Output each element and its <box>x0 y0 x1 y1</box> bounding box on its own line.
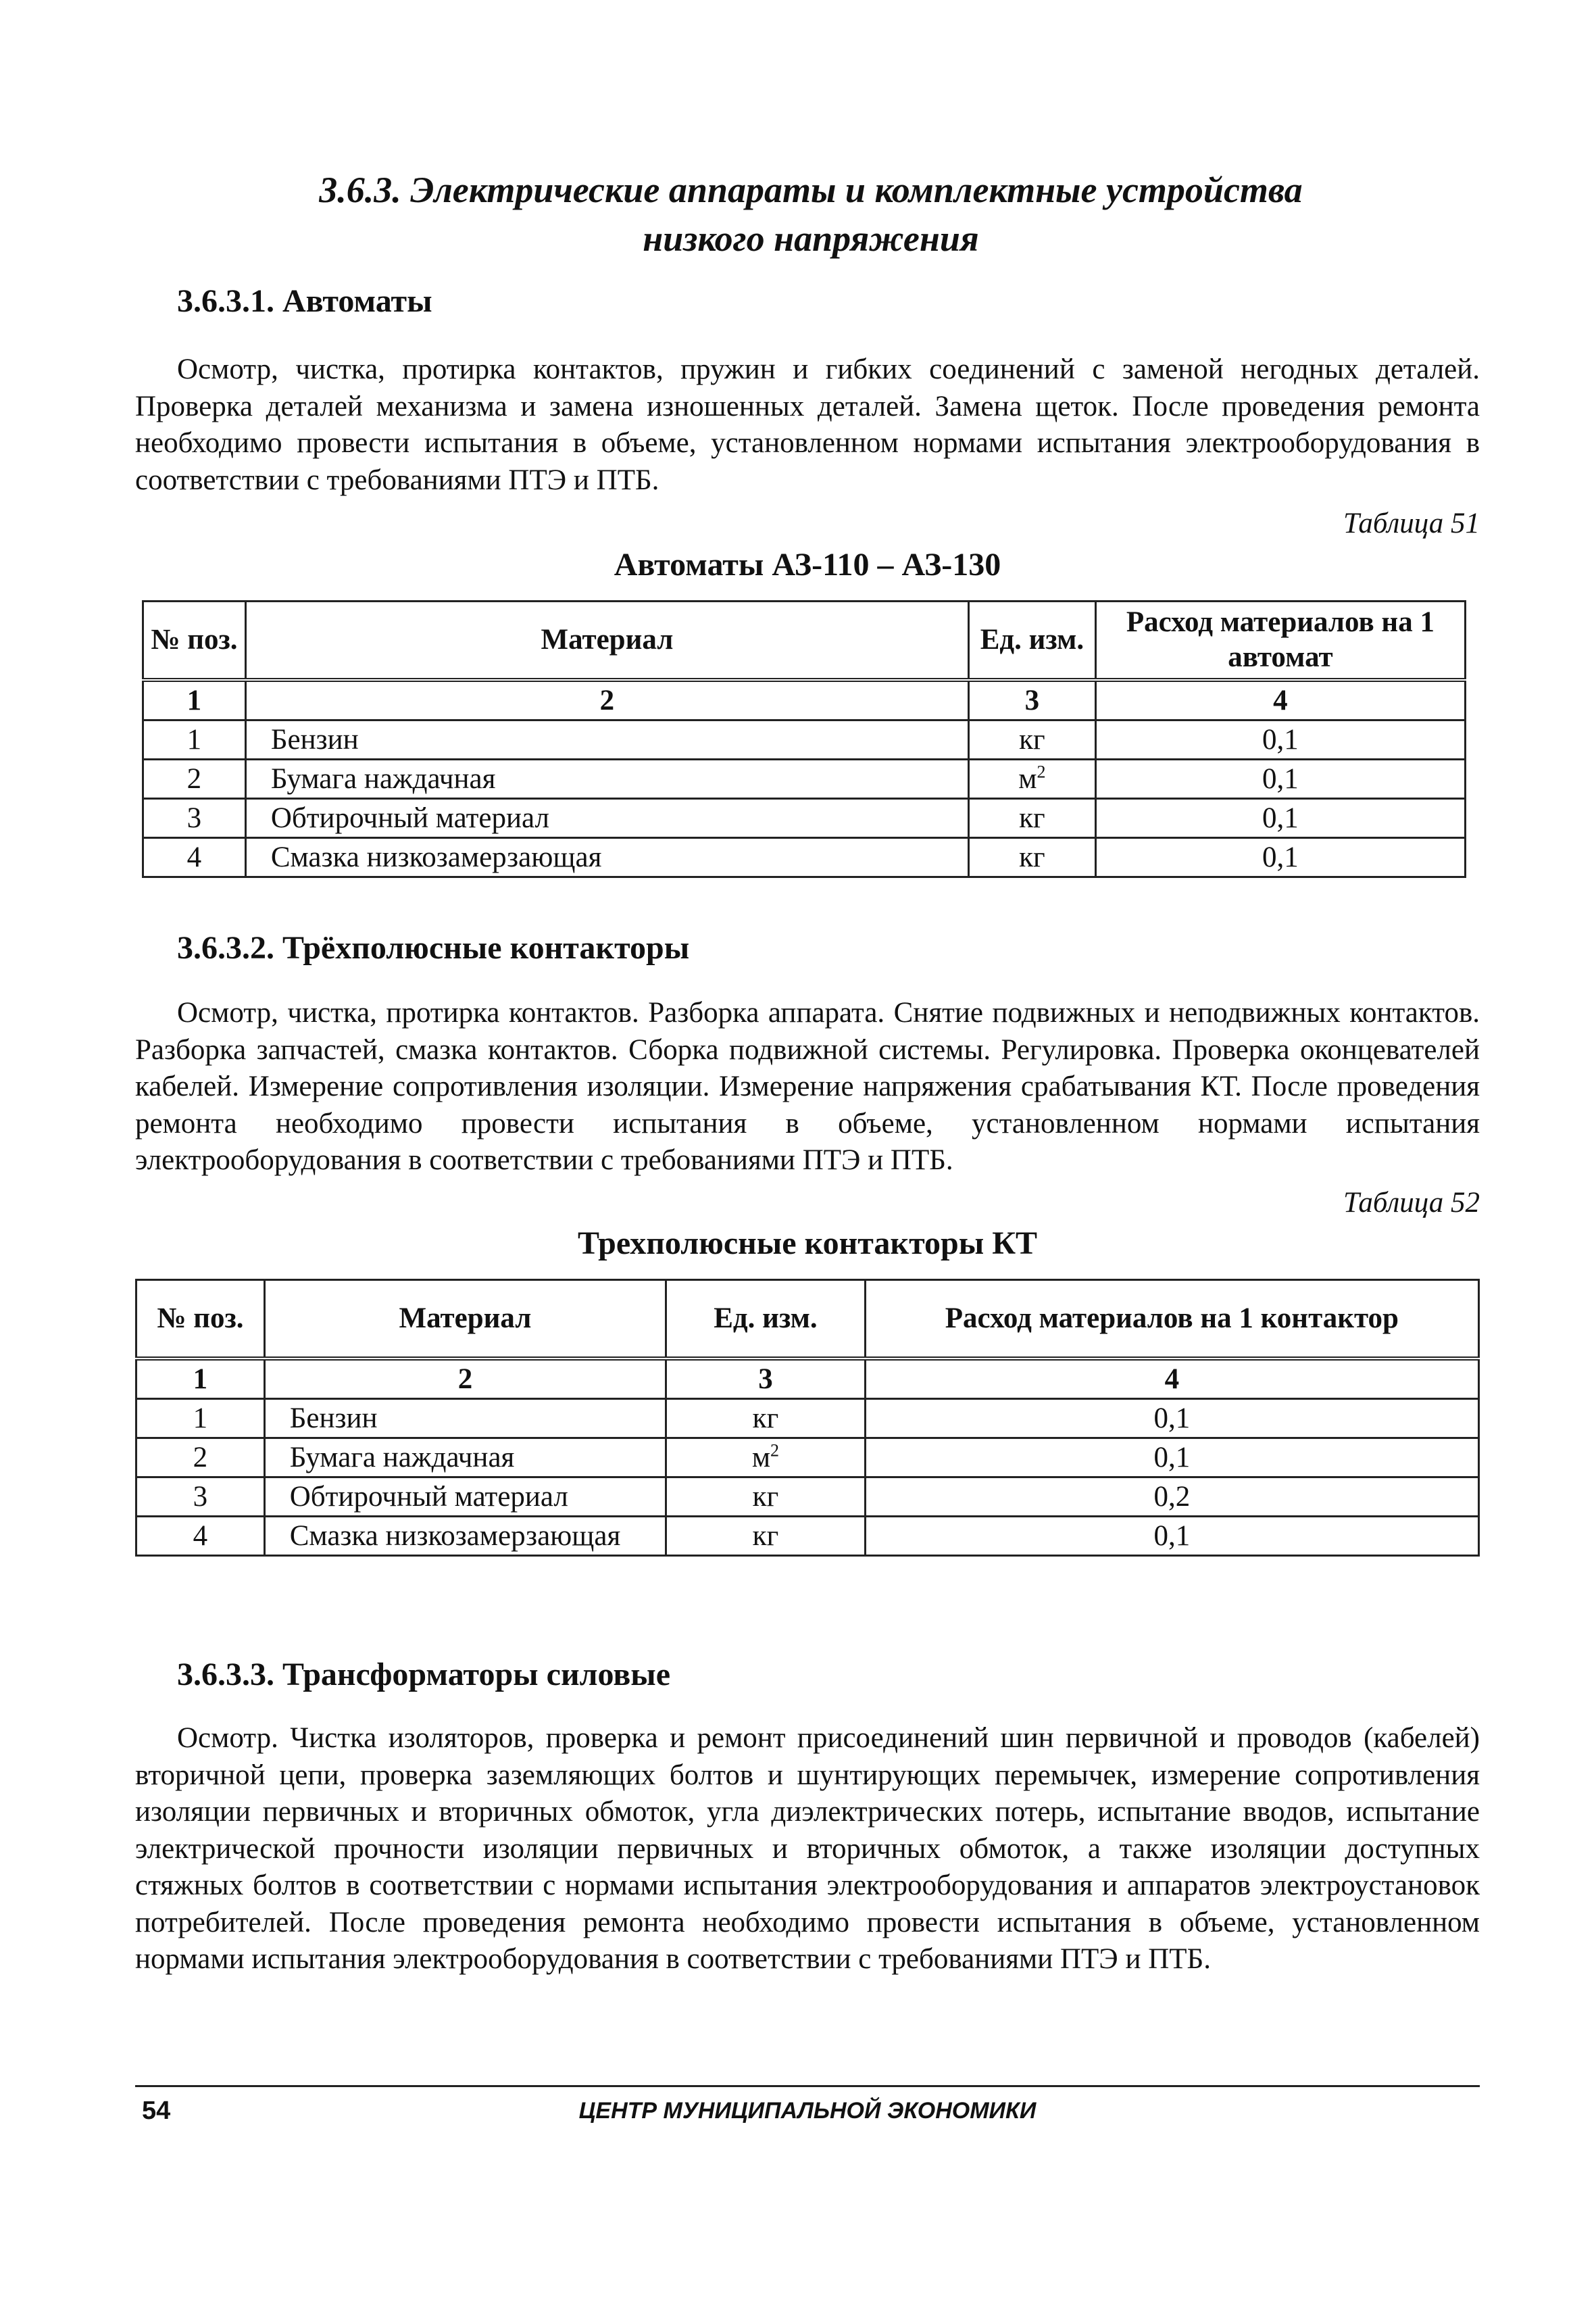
paragraph-transformers <box>135 1720 1480 1978</box>
cell-qty: 0,1 <box>865 1438 1478 1477</box>
header-material: Материал <box>264 1280 666 1359</box>
header-pos: № поз. <box>136 1280 265 1359</box>
section-heading-line1: 3.6.3. Электрические аппараты и комплектные устройства <box>319 170 1303 210</box>
cell-qty: 0,1 <box>1095 799 1465 838</box>
table-row <box>136 1438 1479 1477</box>
cell-qty: 0,1 <box>865 1399 1478 1438</box>
subsection-title-transformers: 3.6.3.3. Трансформаторы силовые <box>177 1657 671 1692</box>
table-row <box>136 1477 1479 1517</box>
table-row <box>143 760 1466 799</box>
cell-pos: 1 <box>143 720 246 760</box>
subsection-title-contactors: 3.6.3.2. Трёхполюсные контакторы <box>177 930 690 966</box>
column-number: 1 <box>136 1359 265 1399</box>
table-header-row <box>143 602 1466 681</box>
table-row <box>143 720 1466 760</box>
table-row <box>136 1517 1479 1556</box>
header-unit: Ед. изм. <box>666 1280 865 1359</box>
subsection-title-automats: 3.6.3.1. Автоматы <box>177 283 432 319</box>
paragraph-contactors-text: Осмотр, чистка, протирка контактов. Разборка аппарата. Снятие подвижных и неподвижных контактов. Разборка запчастей, смазка контактов. Сборка подвижной системы. Регулировка. Проверка оконцевателей кабелей. Измерение сопротивления изоляции. Измерение напряжения срабатывания КТ. После проведения ремонта необходимо провести испытания в объеме, установленном нормами испытания электрооборудования в соответствии с требованиями ПТЭ и ПТБ. <box>135 997 1480 1176</box>
column-number: 4 <box>1095 680 1465 720</box>
column-number: 2 <box>245 680 968 720</box>
cell-unit: кг <box>666 1517 865 1556</box>
cell-unit: кг <box>969 720 1096 760</box>
header-consumption: Расход материалов на 1 контактор <box>865 1280 1478 1359</box>
footer-publisher: ЦЕНТР МУНИЦИПАЛЬНОЙ ЭКОНОМИКИ <box>578 2098 1037 2124</box>
table-number-52: Таблица 52 <box>1343 1187 1480 1219</box>
cell-material: Смазка низкозамерзающая <box>264 1517 666 1556</box>
paragraph-contactors <box>135 995 1480 1179</box>
cell-pos: 3 <box>143 799 246 838</box>
cell-material: Бумага наждачная <box>245 760 968 799</box>
page-number: 54 <box>142 2097 171 2125</box>
table-row <box>143 799 1466 838</box>
paragraph-automats-text: Осмотр, чистка, протирка контактов, пружин и гибких соединений с заменой негодных деталей. Проверка деталей механизма и замена изношенных деталей. Замена щеток. После проведения ремонта необходимо провести испытания в объеме, установленном нормами испытания электрооборудования в соответствии с требованиями ПТЭ и ПТБ. <box>135 353 1480 496</box>
cell-qty: 0,2 <box>865 1477 1478 1517</box>
table-header-row <box>136 1280 1479 1359</box>
cell-unit: кг <box>969 838 1096 877</box>
cell-pos: 2 <box>136 1438 265 1477</box>
paragraph-transformers-text: Осмотр. Чистка изоляторов, проверка и ремонт присоединений шин первичной и проводов (кабелей) вторичной цепи, проверка заземляющих болтов и шунтирующих перемычек, измерение сопротивления изоляции первичных и вторичных обмоток, угла диэлектрических потерь, испытание вводов, испытание электрической прочности изоляции первичных и вторичных обмоток, а также изоляции доступных стяжных болтов в соответствии с нормами испытания электрооборудования и аппаратов электроустановок потребителей. После проведения ремонта необходимо провести испытания в объеме, установленном нормами испытания электрооборудования в соответствии с требованиями ПТЭ и ПТБ. <box>135 1722 1480 1975</box>
materials-table-52 <box>135 1279 1480 1557</box>
cell-qty: 0,1 <box>1095 838 1465 877</box>
cell-material: Бумага наждачная <box>264 1438 666 1477</box>
table-title-51: Автоматы АЗ-110 – АЗ-130 <box>614 547 1001 583</box>
table-title-52: Трехполюсные контакторы КТ <box>577 1225 1038 1261</box>
cell-unit: кг <box>969 799 1096 838</box>
column-number: 2 <box>264 1359 666 1399</box>
materials-table-51 <box>142 600 1466 878</box>
paragraph-automats <box>135 351 1480 499</box>
cell-unit: кг <box>666 1399 865 1438</box>
column-number: 3 <box>969 680 1096 720</box>
cell-pos: 4 <box>143 838 246 877</box>
cell-pos: 1 <box>136 1399 265 1438</box>
header-material: Материал <box>245 602 968 681</box>
cell-unit: кг <box>666 1477 865 1517</box>
footer-rule <box>135 2085 1480 2087</box>
header-unit: Ед. изм. <box>969 602 1096 681</box>
cell-material: Бензин <box>264 1399 666 1438</box>
cell-qty: 0,1 <box>1095 720 1465 760</box>
table-row <box>143 838 1466 877</box>
cell-material: Обтирочный материал <box>264 1477 666 1517</box>
table-column-numbers-row <box>143 680 1466 720</box>
cell-material: Бензин <box>245 720 968 760</box>
cell-unit: $м^2$ <box>969 760 1096 799</box>
cell-material: Смазка низкозамерзающая <box>245 838 968 877</box>
column-number: 4 <box>865 1359 1478 1399</box>
column-number: 1 <box>143 680 246 720</box>
column-number: 3 <box>666 1359 865 1399</box>
section-heading <box>169 166 1453 263</box>
header-pos: № поз. <box>143 602 246 681</box>
cell-pos: 2 <box>143 760 246 799</box>
section-heading-line2: низкого напряжения <box>643 218 979 259</box>
cell-qty: 0,1 <box>865 1517 1478 1556</box>
cell-unit: $м^2$ <box>666 1438 865 1477</box>
table-number-51: Таблица 51 <box>1343 508 1480 539</box>
cell-qty: 0,1 <box>1095 760 1465 799</box>
cell-pos: 4 <box>136 1517 265 1556</box>
cell-material: Обтирочный материал <box>245 799 968 838</box>
table-column-numbers-row <box>136 1359 1479 1399</box>
header-consumption: Расход материалов на 1 автомат <box>1095 602 1465 681</box>
cell-pos: 3 <box>136 1477 265 1517</box>
table-row <box>136 1399 1479 1438</box>
